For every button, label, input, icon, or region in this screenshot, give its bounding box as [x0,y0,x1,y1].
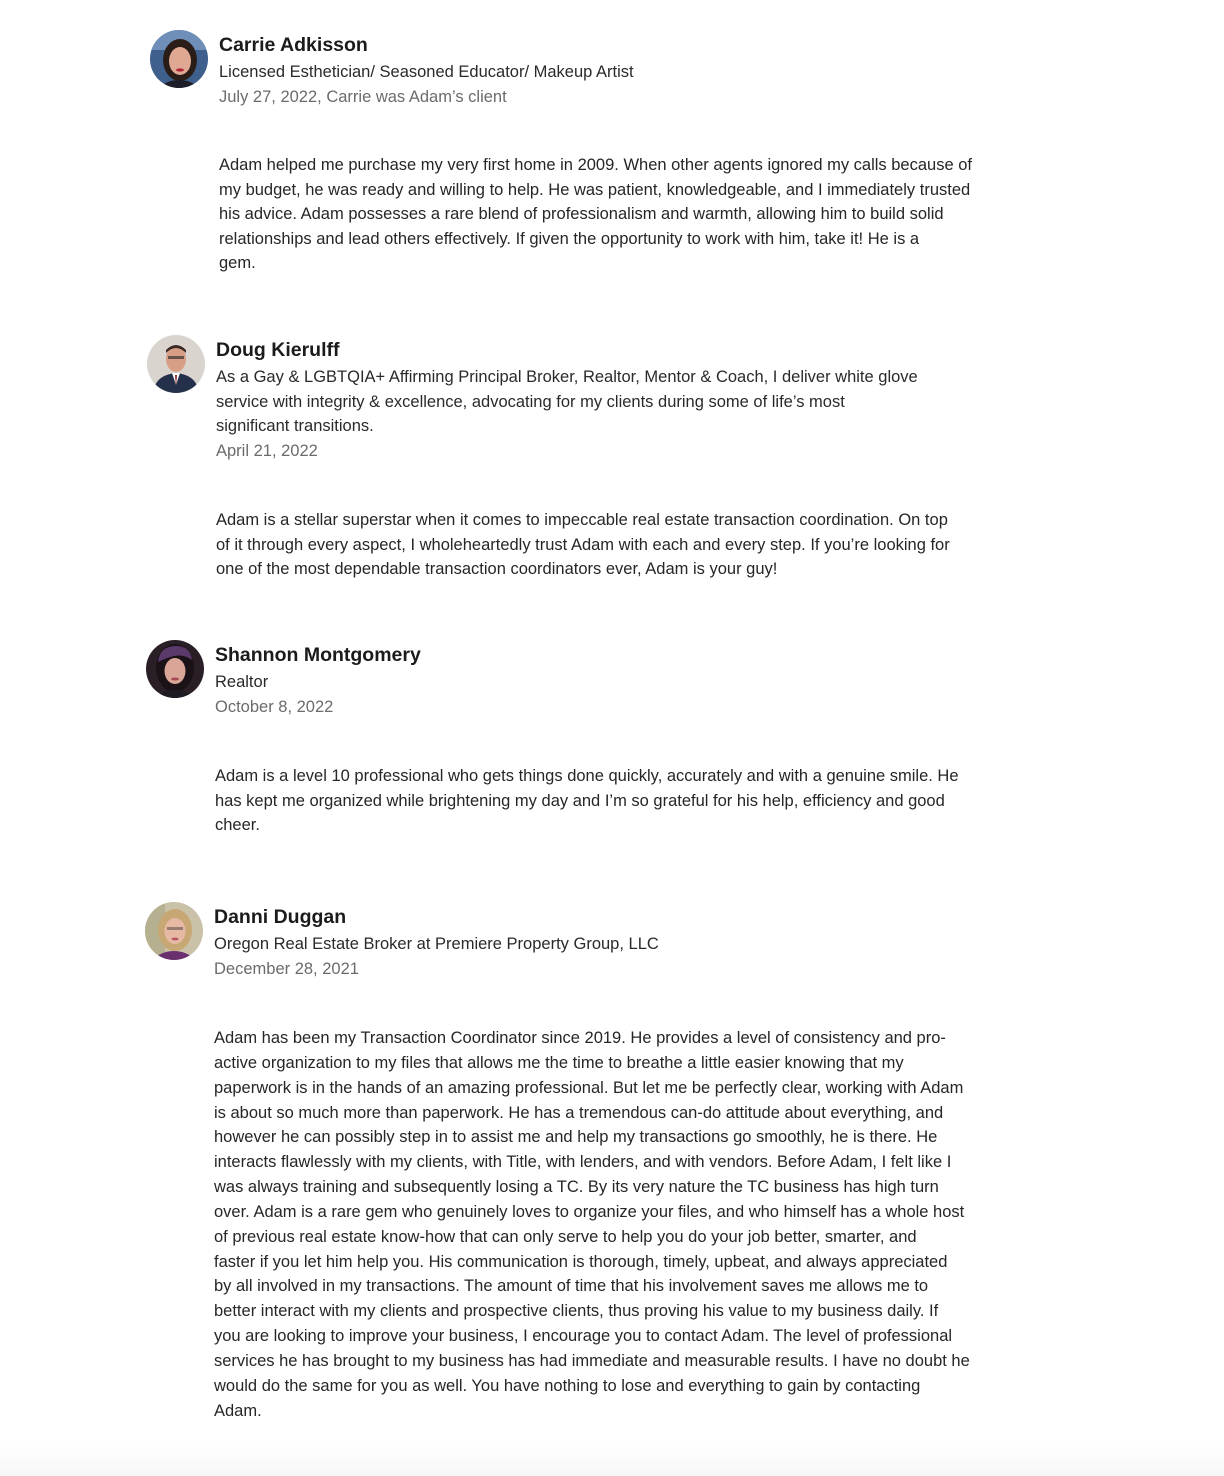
text-line: one of the most dependable transaction coordinators ever, Adam is your guy! [216,560,778,579]
recommender-headline [219,60,634,85]
text-line: interacts flawlessly with my clients, with Title, with lenders, and with vendors. Before Adam, I felt like I [214,1153,952,1172]
recommendation-date: October 8, 2022 [215,698,334,716]
avatar[interactable] [146,640,204,698]
text-line: Adam is a stellar superstar when it comes to impeccable real estate transaction coordination. On top [216,511,948,529]
text-line: by all involved in my transactions. The amount of time that his involvement saves me allows me to [214,1277,929,1296]
text-line: my budget, he was ready and willing to help. He was patient, knowledgeable, and I immediately trusted [219,180,971,199]
headline-line: Oregon Real Estate Broker at Premiere Property Group, LLC [214,935,659,953]
profile-photo-icon [146,640,204,698]
text-line: over. Adam is a rare gem who genuinely loves to organize your files, and who himself has a whole host [214,1202,965,1221]
avatar[interactable] [150,30,208,88]
recommendation-date: July 27, 2022, Carrie was Adam’s client [219,88,507,106]
text-line: relationships and lead others effectively. If given the opportunity to work with him, take it! He is a [219,229,920,248]
recommender-name[interactable]: Danni Duggan [214,906,347,928]
recommender-name[interactable]: Carrie Adkisson [219,34,368,56]
recommendation-text [215,764,959,838]
profile-photo-icon [145,902,203,960]
headline-line: Licensed Esthetician/ Seasoned Educator/ Makeup Artist [219,63,634,81]
avatar[interactable] [147,335,205,393]
text-line: cheer. [215,816,260,835]
headline-line: service with integrity & excellence, advocating for my clients during some of life’s most [216,392,845,411]
text-line: you are looking to improve your business, I encourage you to contact Adam. The level of professional [214,1327,953,1346]
text-line: would do the same for you as well. You have nothing to lose and everything to gain by contacting [214,1376,921,1395]
text-line: of previous real estate know-how that can only serve to help you do your job better, smarter, and [214,1227,917,1246]
recommendation-text [216,508,950,582]
recommender-headline [215,670,268,695]
headline-line: Realtor [215,673,269,691]
recommendation-date: December 28, 2021 [214,960,359,978]
text-line: faster if you let him help you. His communication is thorough, timely, upbeat, and always appreciated [214,1252,948,1271]
recommendation-text [219,153,972,276]
text-line: Adam helped me purchase my very first home in 2009. When other agents ignored my calls because of [219,156,972,174]
recommender-headline [214,932,659,957]
recommendation-text [214,1026,970,1424]
text-line: gem. [219,254,256,273]
text-line: is about so much more than paperwork. He has a tremendous can-do attitude about everything, and [214,1103,944,1122]
text-line: Adam. [214,1401,262,1420]
text-line: Adam is a level 10 professional who gets things done quickly, accurately and with a genuine smile. He [215,767,959,785]
avatar[interactable] [145,902,203,960]
recommendation-date: April 21, 2022 [216,442,318,460]
text-line: was always training and subsequently losing a TC. By its very nature the TC business has high turn [214,1178,939,1197]
profile-photo-icon [150,30,208,88]
text-line: active organization to my files that allows me the time to breathe a little easier knowing that my [214,1053,904,1072]
headline-line: significant transitions. [216,417,374,435]
text-line: has kept me organized while brightening my day and I’m so grateful for his help, efficiency and good [215,791,945,810]
recommender-name[interactable]: Shannon Montgomery [215,644,421,666]
text-line: paperwork is in the hands of an amazing professional. But let me be perfectly clear, working with Adam [214,1078,964,1097]
text-line: services he has brought to my business has had immediate and measurable results. I have no doubt he [214,1351,970,1370]
recommender-headline [216,365,918,439]
page-bottom-edge [0,1440,1224,1476]
text-line: better interact with my clients and prospective clients, thus proving his value to my business daily. If [214,1302,939,1321]
text-line: however he can possibly step in to assist me and help my transactions go smoothly, he is there. He [214,1128,938,1147]
profile-photo-icon [147,335,205,393]
text-line: his advice. Adam possesses a rare blend of professionalism and warmth, allowing him to build solid [219,205,944,224]
text-line: of it through every aspect, I wholeheartedly trust Adam with each and every step. If you’re looking for [216,535,950,554]
recommender-name[interactable]: Doug Kierulff [216,339,340,361]
text-line: Adam has been my Transaction Coordinator since 2019. He provides a level of consistency and pro- [214,1029,946,1047]
headline-line: As a Gay & LGBTQIA+ Affirming Principal Broker, Realtor, Mentor & Coach, I deliver white glove [216,368,918,386]
